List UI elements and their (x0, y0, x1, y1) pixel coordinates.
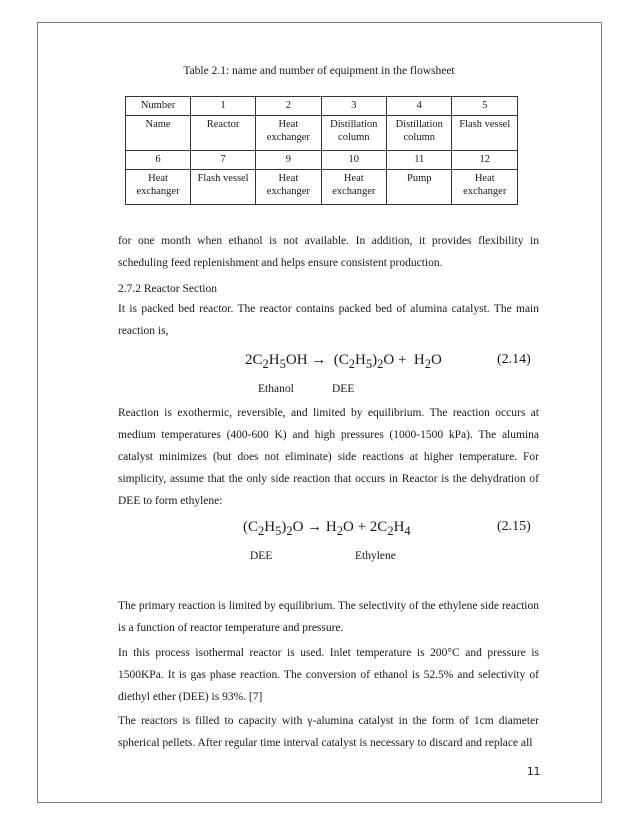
table-cell: 1 (191, 97, 256, 116)
paragraph: for one month when ethanol is not available. In addition, it provides flexibility in scheduling feed replenishment and helps ensure consistent production. (118, 235, 539, 269)
table-cell: 2 (256, 97, 321, 116)
equation-label: DEE (250, 550, 273, 562)
equation-number: (2.15) (497, 519, 531, 534)
table-row (126, 170, 518, 205)
equation-2-15: $(C_2H_5)_2O \to H_2O + 2C_2H_4$ (243, 519, 411, 538)
equation-label: Ethylene (355, 550, 396, 562)
equation-label: Ethanol (258, 383, 294, 395)
table-cell: 4 (387, 97, 452, 116)
page-number: 11 (527, 766, 541, 778)
table-cell: Number (126, 97, 191, 116)
table-cell: Distillation column (387, 116, 452, 151)
table-cell: Reactor (191, 116, 256, 151)
equation-label: DEE (332, 383, 355, 395)
table-cell: Heat exchanger (321, 170, 386, 205)
table-cell: 11 (387, 151, 452, 170)
paragraph: The primary reaction is limited by equilibrium. The selectivity of the ethylene side reaction is a function of reactor temperature and pressure. (118, 600, 539, 634)
table-cell: 9 (256, 151, 321, 170)
table-cell: 10 (321, 151, 386, 170)
table-caption: Table 2.1: name and number of equipment in the flowsheet (183, 65, 455, 77)
table-cell: Heat exchanger (452, 170, 518, 205)
table-cell: Distillation column (321, 116, 386, 151)
table-cell: 12 (452, 151, 518, 170)
equipment-table (125, 96, 518, 205)
table-cell: Pump (387, 170, 452, 205)
table-cell: Heat exchanger (256, 170, 321, 205)
paragraph: Reaction is exothermic, reversible, and limited by equilibrium. The reaction occurs at medium temperatures (400-600 K) and high pressures (1000-1500 kPa). The alumina catalyst minimizes (but does not eliminate) side reactions at higher temperature. For simplicity, assume that the only side reaction that occurs in Reactor is the dehydration of DEE to form ethylene: (118, 407, 539, 507)
table-cell: 6 (126, 151, 191, 170)
table-cell: Flash vessel (191, 170, 256, 205)
paragraph: The reactors is filled to capacity with γ-alumina catalyst in the form of 1cm diameter spherical pellets. After regular time interval catalyst is necessary to discard and replace all (118, 715, 539, 749)
table-cell: Heat exchanger (126, 170, 191, 205)
equation-2-14: $2C_2H_5OH \to (C_2H_5)_2O + H_2O$ (245, 352, 442, 371)
section-heading: 2.7.2 Reactor Section (118, 283, 218, 295)
table-row (126, 151, 518, 170)
table-row (126, 97, 518, 116)
table-cell: 5 (452, 97, 518, 116)
table-cell: Flash vessel (452, 116, 518, 151)
table-cell: 7 (191, 151, 256, 170)
table-cell: Heat exchanger (256, 116, 321, 151)
equation-number: (2.14) (497, 352, 531, 367)
paragraph: It is packed bed reactor. The reactor contains packed bed of alumina catalyst. The main reaction is, (118, 303, 539, 337)
table-row (126, 116, 518, 151)
table-cell: 3 (321, 97, 386, 116)
paragraph: In this process isothermal reactor is used. Inlet temperature is 200°C and pressure is 1500KPa. It is gas phase reaction. The conversion of ethanol is 52.5% and selectivity of diethyl ether (DEE) is 93%. [7] (118, 647, 539, 703)
table-cell: Name (126, 116, 191, 151)
